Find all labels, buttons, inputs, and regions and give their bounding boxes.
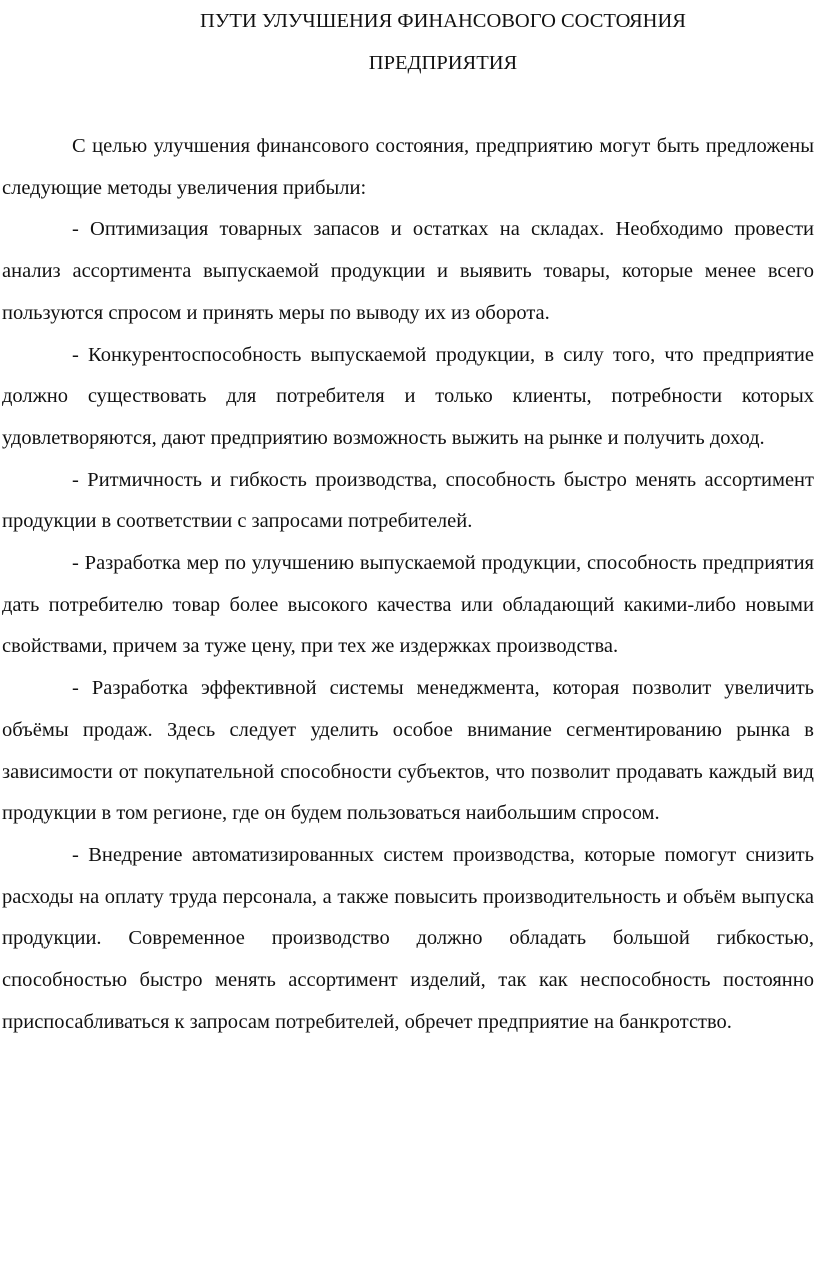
paragraph-management-system: - Разработка эффективной системы менеджмента, которая позволит увеличить объёмы продаж. Здесь следует уделить особое внимание сегментированию рынка в зависимости от покупательной способности субъектов, что позволит продавать каждый вид продукции в том регионе, где он будем пользоваться наибольшим спросом. [2, 677, 814, 825]
paragraph-automation: - Внедрение автоматизированных систем производства, которые помогут снизить расходы на оплату труда персонала, а также повысить производительность и объём выпуска продукции. Современное производство должно обладать большой гибкостью, способностью быстро менять ассортимент изделий, так как неспособность постоянно приспосабливаться к запросам потребителей, обречет предприятие на банкротство. [2, 843, 814, 1033]
document-title [2, 0, 814, 84]
title-line-2: ПРЕДПРИЯТИЯ [368, 52, 518, 74]
paragraph-inventory-optimization: - Оптимизация товарных запасов и остатках на складах. Необходимо провести анализ ассортимента выпускаемой продукции и выявить товары, которые менее всего пользуются спросом и принять меры по выводу их из оборота. [2, 218, 814, 324]
paragraph-production-flexibility: - Ритмичность и гибкость производства, способность быстро менять ассортимент продукции в соответствии с запросами потребителей. [2, 468, 814, 533]
title-line-1: ПУТИ УЛУЧШЕНИЯ ФИНАНСОВОГО СОСТОЯНИЯ [200, 10, 686, 32]
title-spacer [2, 84, 814, 126]
intro-paragraph: С целью улучшения финансового состояния, предприятию могут быть предложены следующие методы увеличения прибыли: [2, 135, 814, 199]
paragraph-product-improvement: - Разработка мер по улучшению выпускаемой продукции, способность предприятия дать потребителю товар более высокого качества или обладающий какими-либо новыми свойствами, причем за туже цену, при тех же издержках производства. [2, 552, 814, 658]
paragraph-competitiveness: - Конкурентоспособность выпускаемой продукции, в силу того, что предприятие должно существовать для потребителя и только клиенты, потребности которых удовлетворяются, дают предприятию возможность выжить на рынке и получить доход. [2, 343, 814, 449]
